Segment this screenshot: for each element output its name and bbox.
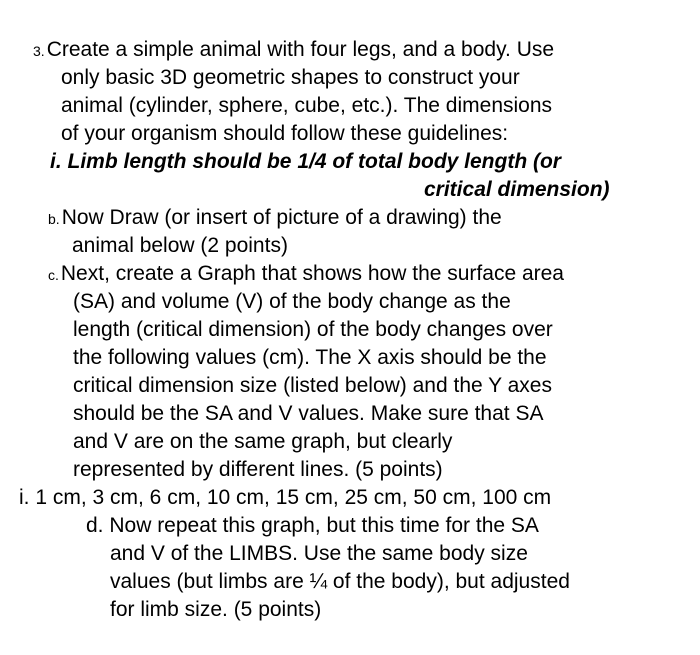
- qc-line-7: and V are on the same graph, but clearly: [73, 430, 453, 453]
- qb-marker: b.: [48, 211, 60, 227]
- qc-values-line: i. 1 cm, 3 cm, 6 cm, 10 cm, 15 cm, 25 cm, 50 cm, 100 cm: [19, 486, 552, 509]
- qd-line-4: for limb size. (5 points): [110, 598, 322, 621]
- qd-line-3: values (but limbs are ¼ of the body), but adjusted: [110, 570, 570, 593]
- q3-marker: 3.: [33, 43, 45, 59]
- qc-line-8: represented by different lines. (5 points): [73, 458, 443, 481]
- q3-line-1: [33, 36, 554, 65]
- qb-line-1: [48, 204, 502, 233]
- q3-guideline-line-2: critical dimension): [424, 178, 610, 201]
- qd-line-2: and V of the LIMBS. Use the same body size: [110, 542, 528, 565]
- q3-text-line-1: Create a simple animal with four legs, and a body. Use: [46, 38, 555, 61]
- q3-line-3: animal (cylinder, sphere, cube, etc.). The dimensions: [61, 94, 553, 117]
- q3-line-2: only basic 3D geometric shapes to construct your: [61, 66, 520, 89]
- qc-line-3: length (critical dimension) of the body changes over: [73, 318, 553, 341]
- qc-line-4: the following values (cm). The X axis should be the: [73, 346, 547, 369]
- q3-line-4: of your organism should follow these guidelines:: [61, 122, 509, 145]
- qb-text-line-1: Now Draw (or insert of picture of a drawing) the: [61, 206, 502, 229]
- qc-line-2: (SA) and volume (V) of the body change as the: [73, 290, 511, 313]
- qc-line-5: critical dimension size (listed below) and the Y axes: [73, 374, 552, 397]
- qc-line-6: should be the SA and V values. Make sure that SA: [73, 402, 544, 425]
- qc-text-line-1: Next, create a Graph that shows how the surface area: [60, 262, 564, 285]
- q3-guideline-line-1: i. Limb length should be 1/4 of total body length (or: [50, 150, 561, 173]
- qb-line-2: animal below (2 points): [72, 234, 288, 257]
- qc-line-1: [48, 260, 564, 289]
- qd-line-1: d. Now repeat this graph, but this time for the SA: [86, 514, 539, 537]
- qc-marker: c.: [48, 267, 59, 283]
